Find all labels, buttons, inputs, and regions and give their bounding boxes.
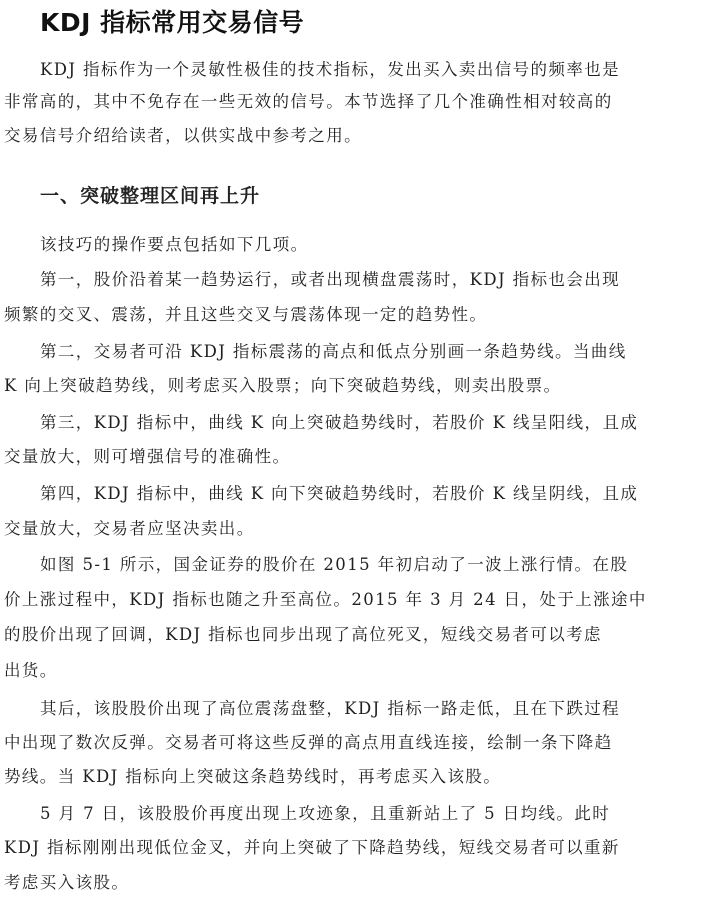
paragraph-line: KDJ 指标刚刚出现低位金叉，并向上突破了下降趋势线，短线交易者可以重新 — [4, 838, 620, 857]
paragraph-line: 考虑买入该股。 — [4, 873, 130, 892]
intro-line-1: KDJ 指标作为一个灵敏性极佳的技术指标，发出买入卖出信号的频率也是 — [40, 60, 621, 79]
paragraph-line: 第四，KDJ 指标中，曲线 K 向下突破趋势线时，若股价 K 线呈阴线，且成 — [40, 484, 639, 503]
paragraph-line: 如图 5-1 所示，国金证券的股价在 2015 年初启动了一波上涨行情。在股 — [40, 555, 629, 574]
page-title: KDJ 指标常用交易信号 — [40, 8, 305, 37]
paragraph-line: 价上涨过程中，KDJ 指标也随之升至高位。2015 年 3 月 24 日，处于上涨途中 — [4, 590, 647, 609]
paragraph-line: 出货。 — [4, 661, 58, 680]
intro-line-2: 非常高的，其中不免存在一些无效的信号。本节选择了几个准确性相对较高的 — [4, 92, 613, 111]
paragraph-line: 的股价出现了回调，KDJ 指标也同步出现了高位死叉，短线交易者可以考虑 — [4, 625, 602, 644]
paragraph-line: 第二，交易者可沿 KDJ 指标震荡的高点和低点分别画一条趋势线。当曲线 — [40, 342, 627, 361]
paragraph-line: 交量放大，则可增强信号的准确性。 — [4, 447, 291, 466]
intro-line-3: 交易信号介绍给读者，以供实战中参考之用。 — [4, 126, 362, 145]
section-heading: 一、突破整理区间再上升 — [40, 185, 261, 207]
paragraph-line: 5 月 7 日，该股股价再度出现上攻迹象，且重新站上了 5 日均线。此时 — [40, 804, 611, 823]
paragraph-line: 频繁的交叉、震荡，并且这些交叉与震荡体现一定的趋势性。 — [4, 305, 488, 324]
paragraph-line: 中出现了数次反弹。交易者可将这些反弹的高点用直线连接，绘制一条下降趋 — [4, 733, 613, 752]
paragraph-line: 该技巧的操作要点包括如下几项。 — [40, 235, 309, 254]
paragraph-line: 交量放大，交易者应坚决卖出。 — [4, 519, 255, 538]
paragraph-line: 第一，股价沿着某一趋势运行，或者出现横盘震荡时，KDJ 指标也会出现 — [40, 270, 621, 289]
paragraph-line: 其后，该股股价出现了高位震荡盘整，KDJ 指标一路走低，且在下跌过程 — [40, 699, 621, 718]
paragraph-line: 第三，KDJ 指标中，曲线 K 向上突破趋势线时，若股价 K 线呈阳线，且成 — [40, 413, 639, 432]
paragraph-line: K 向上突破趋势线，则考虑买入股票；向下突破趋势线，则卖出股票。 — [4, 376, 562, 395]
paragraph-line: 势线。当 KDJ 指标向上突破这条趋势线时，再考虑买入该股。 — [4, 767, 502, 786]
